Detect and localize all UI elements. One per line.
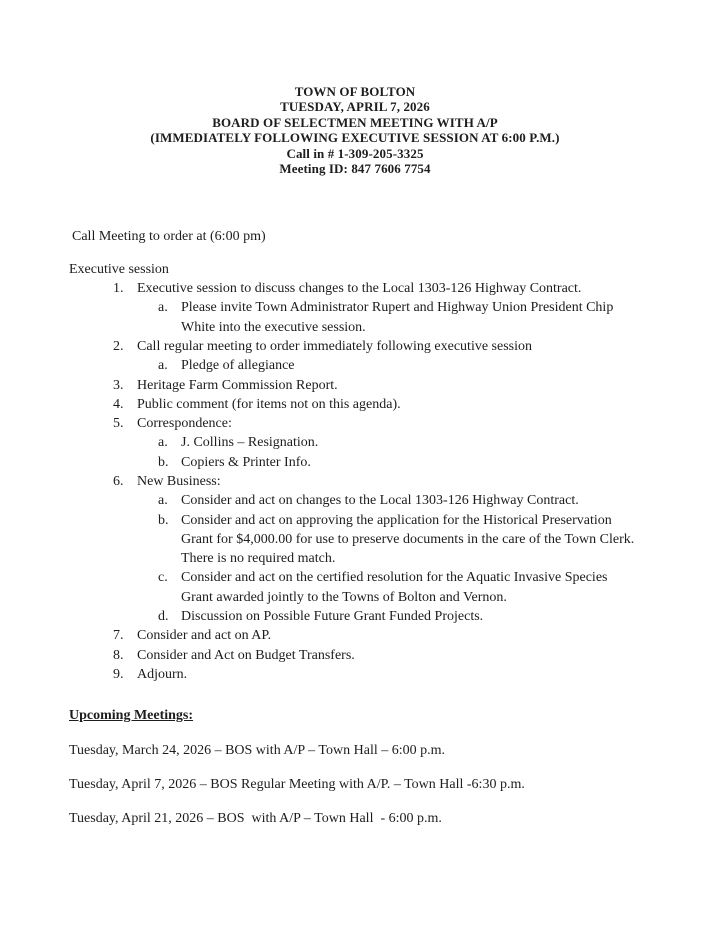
agenda-subitem-text: Consider and act on the certified resolution for the Aquatic Invasive Species Grant awarded jointly to the Towns of Bolton and Vernon. xyxy=(181,570,608,605)
agenda-item-text: New Business: xyxy=(137,474,221,489)
header-line-call-in: Call in # 1-309-205-3325 xyxy=(286,145,424,161)
agenda-subitem xyxy=(0,607,636,626)
agenda-item-number: 2. xyxy=(113,338,124,354)
agenda-subitem xyxy=(0,433,636,452)
agenda-subitem-text: J. Collins – Resignation. xyxy=(181,435,319,451)
agenda-item xyxy=(0,376,640,395)
agenda-subitem-text: Discussion on Possible Future Grant Funded Projects. xyxy=(181,609,484,625)
agenda-subitem-letter: c. xyxy=(158,570,168,586)
agenda-item-text: Consider and Act on Budget Transfers. xyxy=(137,647,355,663)
agenda-subitem-letter: b. xyxy=(158,512,169,528)
agenda-item-number: 3. xyxy=(113,377,124,393)
agenda-subitem-text: Please invite Town Administrator Rupert and Highway Union President Chip White into the executive session. xyxy=(181,300,614,335)
agenda-item xyxy=(0,414,640,433)
agenda-item-number: 1. xyxy=(113,281,124,297)
agenda-item-number: 4. xyxy=(113,396,124,412)
agenda-item xyxy=(0,395,640,414)
agenda-subitem-text: Consider and act on approving the application for the Historical Preservation Grant for $4,000.00 for use to preserve documents in the care of the Town Clerk. There is no required match. xyxy=(181,512,635,567)
upcoming-meetings-title: Upcoming Meetings: xyxy=(69,708,194,724)
header-line-date: TUESDAY, APRIL 7, 2026 xyxy=(280,99,430,115)
agenda-subitem-letter: a. xyxy=(158,435,168,451)
agenda-subitem xyxy=(0,491,636,510)
header-line-meeting: BOARD OF SELECTMEN MEETING WITH A/P xyxy=(212,114,498,130)
agenda-subitem-letter: b. xyxy=(158,454,169,470)
agenda-item-text: Call regular meeting to order immediately following executive session xyxy=(137,338,533,354)
agenda-item-text: Correspondence: xyxy=(137,416,232,432)
call-to-order: Call Meeting to order at (6:00 pm) xyxy=(72,229,266,245)
header-line-session-note: (IMMEDIATELY FOLLOWING EXECUTIVE SESSION AT 6:00 P.M.) xyxy=(150,130,560,146)
agenda-item-number: 6. xyxy=(113,474,124,489)
section-title: Executive session xyxy=(69,261,169,277)
header-line-town: TOWN OF BOLTON xyxy=(294,84,416,99)
agenda-item xyxy=(0,337,640,356)
agenda-list xyxy=(0,279,710,684)
agenda-item-text: Heritage Farm Commission Report. xyxy=(137,377,338,393)
agenda-subitem xyxy=(0,453,636,472)
agenda-subitem-text: Consider and act on changes to the Local 1303-126 Highway Contract. xyxy=(181,493,579,509)
agenda-subitem xyxy=(0,356,636,375)
upcoming-meeting-item: Tuesday, April 7, 2026 – BOS Regular Meeting with A/P. – Town Hall -6:30 p.m. xyxy=(69,776,525,792)
header-line-meeting-id: Meeting ID: 847 7606 7754 xyxy=(279,161,431,177)
upcoming-meeting-item: Tuesday, March 24, 2026 – BOS with A/P – Town Hall – 6:00 p.m. xyxy=(69,742,445,758)
agenda-subitem-letter: a. xyxy=(158,358,168,374)
agenda-item-text: Public comment (for items not on this agenda). xyxy=(137,396,401,412)
agenda-item xyxy=(0,665,640,684)
document-header xyxy=(0,84,710,176)
agenda-item-number: 7. xyxy=(113,628,124,644)
agenda-item xyxy=(0,279,640,298)
agenda-item-number: 8. xyxy=(113,647,124,663)
agenda-subitem-text: Pledge of allegiance xyxy=(181,358,295,374)
agenda-subitem xyxy=(0,568,636,607)
agenda-item-number: 9. xyxy=(113,666,124,682)
agenda-item-text: Adjourn. xyxy=(137,666,188,682)
agenda-item xyxy=(0,626,640,645)
agenda-subitem-text: Copiers & Printer Info. xyxy=(181,454,311,470)
agenda-subitem xyxy=(0,511,636,569)
agenda-item-number: 5. xyxy=(113,416,124,432)
agenda-subitem-letter: a. xyxy=(158,493,168,509)
upcoming-meetings-section xyxy=(0,706,710,828)
agenda-item xyxy=(0,646,640,665)
agenda-subitem xyxy=(0,298,636,337)
agenda-item xyxy=(0,472,640,491)
agenda-subitem-letter: a. xyxy=(158,300,168,316)
agenda-item-text: Executive session to discuss changes to the Local 1303-126 Highway Contract. xyxy=(137,281,582,297)
agenda-item-text: Consider and act on AP. xyxy=(137,628,272,644)
upcoming-meeting-item: Tuesday, April 21, 2026 – BOS with A/P – Town Hall - 6:00 p.m. xyxy=(69,811,442,827)
agenda-subitem-letter: d. xyxy=(158,609,169,625)
